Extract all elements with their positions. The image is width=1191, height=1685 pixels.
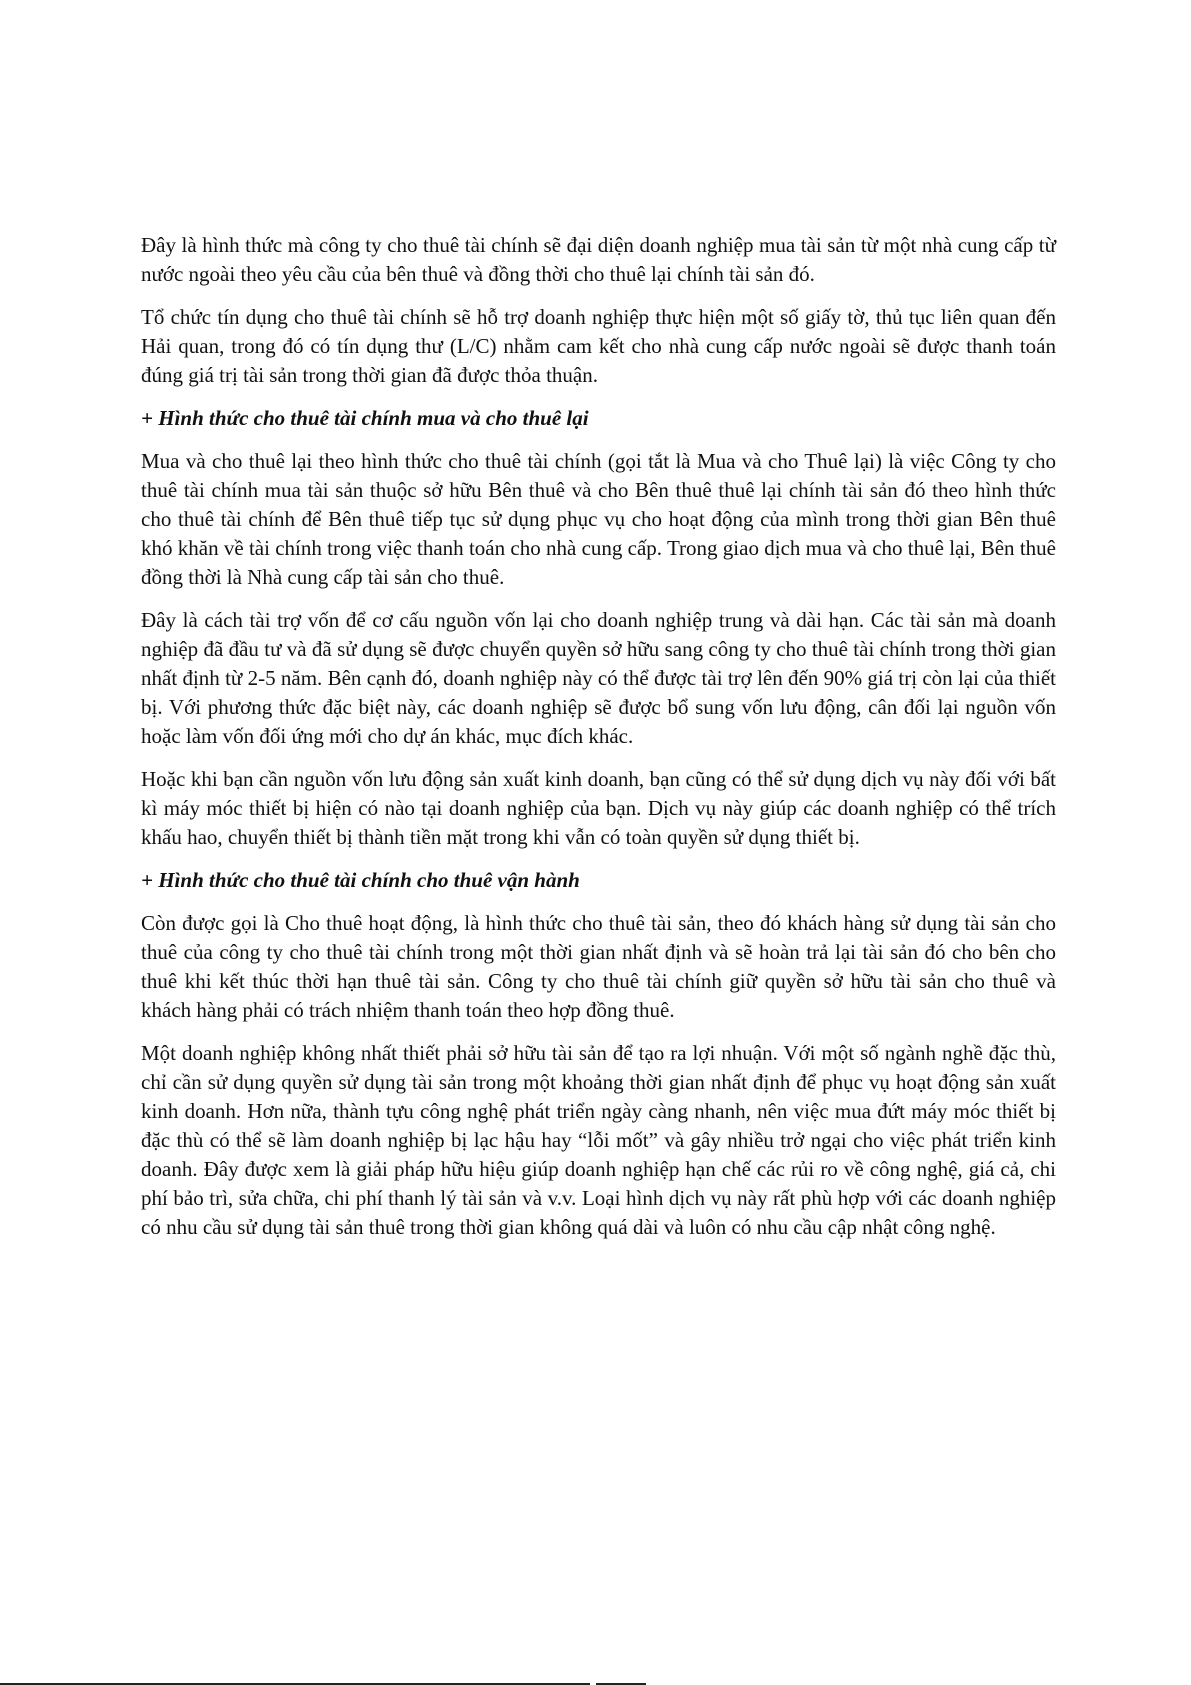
paragraph-operating-lease-benefits: Một doanh nghiệp không nhất thiết phải sở hữu tài sản để tạo ra lợi nhuận. Với một số ngành nghề đặc thù, chỉ cần sử dụng quyền sử dụng tài sản trong một khoảng thời gian nhất định để phục vụ hoạt động sản xuất kinh doanh. Hơn nữa, thành tựu công nghệ phát triển ngày càng nhanh, nên việc mua đứt máy móc thiết bị đặc thù có thể sẽ làm doanh nghiệp bị lạc hậu hay “lỗi mốt” và gây nhiều trở ngại cho việc phát triển kinh doanh. Đây được xem là giải pháp hữu hiệu giúp doanh nghiệp hạn chế các rủi ro về công nghệ, giá cả, chi phí bảo trì, sửa chữa, chi phí thanh lý tài sản và v.v. Loại hình dịch vụ này rất phù hợp với các doanh nghiệp có nhu cầu sử dụng tài sản thuê trong thời gian không quá dài và luôn có nhu cầu cập nhật công nghệ. bbox=[141, 1041, 1056, 1239]
paragraph-import-leasing: Đây là hình thức mà công ty cho thuê tài chính sẽ đại diện doanh nghiệp mua tài sản từ một nhà cung cấp từ nước ngoài theo yêu cầu của bên thuê và đồng thời cho thuê lại chính tài sản đó. bbox=[141, 233, 1056, 286]
paragraph-capital-restructuring: Đây là cách tài trợ vốn để cơ cấu nguồn vốn lại cho doanh nghiệp trung và dài hạn. Các tài sản mà doanh nghiệp đã đầu tư và đã sử dụng sẽ được chuyển quyền sở hữu sang công ty cho thuê tài chính trong thời gian nhất định từ 2-5 năm. Bên cạnh đó, doanh nghiệp này có thể được tài trợ lên đến 90% giá trị còn lại của thiết bị. Với phương thức đặc biệt này, các doanh nghiệp sẽ được bổ sung vốn lưu động, cân đối lại nguồn vốn hoặc làm vốn đối ứng mới cho dự án khác, mục đích khác. bbox=[141, 608, 1056, 748]
section-heading-sale-leaseback: + Hình thức cho thuê tài chính mua và cho thuê lại bbox=[141, 406, 589, 430]
document-body bbox=[141, 231, 1056, 1256]
paragraph-operating-lease-definition: Còn được gọi là Cho thuê hoạt động, là hình thức cho thuê tài sản, theo đó khách hàng sử dụng tài sản cho thuê của công ty cho thuê tài chính trong một thời gian nhất định và sẽ hoàn trả lại tài sản đó cho bên cho thuê khi kết thúc thời hạn thuê tài sản. Công ty cho thuê tài chính giữ quyền sở hữu tài sản cho thuê và khách hàng phải có trách nhiệm thanh toán theo hợp đồng thuê. bbox=[141, 911, 1056, 1022]
section-heading-operating-lease: + Hình thức cho thuê tài chính cho thuê vận hành bbox=[141, 868, 580, 892]
paragraph-credit-support: Tổ chức tín dụng cho thuê tài chính sẽ hỗ trợ doanh nghiệp thực hiện một số giấy tờ, thủ tục liên quan đến Hải quan, trong đó có tín dụng thư (L/C) nhằm cam kết cho nhà cung cấp nước ngoài sẽ được thanh toán đúng giá trị tài sản trong thời gian đã được thỏa thuận. bbox=[141, 305, 1056, 387]
paragraph-sale-leaseback-definition: Mua và cho thuê lại theo hình thức cho thuê tài chính (gọi tắt là Mua và cho Thuê lại) là việc Công ty cho thuê tài chính mua tài sản thuộc sở hữu Bên thuê và cho Bên thuê thuê lại chính tài sản đó theo hình thức cho thuê tài chính để Bên thuê tiếp tục sử dụng phục vụ cho hoạt động của mình trong thời gian Bên thuê khó khăn về tài chính trong việc thanh toán cho nhà cung cấp. Trong giao dịch mua và cho thuê lại, Bên thuê đồng thời là Nhà cung cấp tài sản cho thuê. bbox=[141, 449, 1056, 589]
paragraph-working-capital: Hoặc khi bạn cần nguồn vốn lưu động sản xuất kinh doanh, bạn cũng có thể sử dụng dịch vụ này đối với bất kì máy móc thiết bị hiện có nào tại doanh nghiệp của bạn. Dịch vụ này giúp các doanh nghiệp có thể trích khấu hao, chuyển thiết bị thành tiền mặt trong khi vẫn có toàn quyền sử dụng thiết bị. bbox=[141, 767, 1056, 849]
